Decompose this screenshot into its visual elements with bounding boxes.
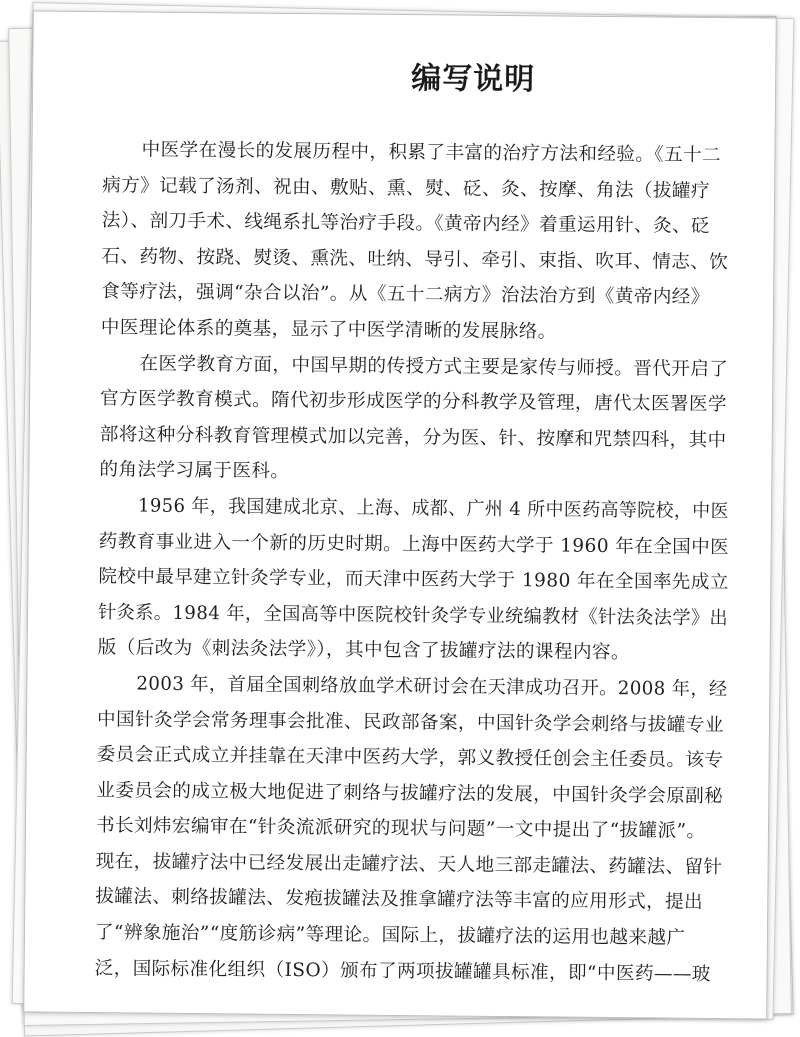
text-line: 中国针灸学会常务理事会批准、民政部备案，中国针灸学会刺络与拔罐专业	[96, 708, 724, 736]
page-title: 编写说明	[411, 61, 536, 98]
text-line: 药教育事业进入一个新的历史时期。上海中医药大学于 1960 年在全国中医	[98, 530, 730, 558]
text-line: 针灸系。1984 年，全国高等中医院校针灸学专业统编教材《针法灸法学》出	[97, 601, 729, 629]
text-line: 业委员会的成立极大地促进了刺络与拔罐疗法的发展，中国针灸学会原副秘	[96, 779, 724, 807]
text-line: 中医学在漫长的发展历程中，积累了丰富的治疗方法和经验。《五十二	[141, 139, 722, 167]
text-line: 了“辨象施治”“度筋诊病”等理论。国际上，拔罐疗法的运用也越来越广	[94, 922, 686, 949]
text-line: 1956 年，我国建成北京、上海、成都、广州 4 所中医药高等院校，中医	[138, 495, 730, 523]
body-text	[94, 132, 732, 992]
text-line: 病方》记载了汤剂、祝由、敷贴、熏、熨、砭、灸、按摩、角法（拔罐疗	[102, 174, 711, 202]
text-line: 食等疗法，强调“杂合以治”。从《五十二病方》治法治方到《黄帝内经》	[101, 281, 710, 309]
text-line: 版（后改为《刺法灸法学》），其中包含了拔罐疗法的课程内容。	[97, 637, 631, 664]
text-line: 中医理论体系的奠基，显示了中医学清晰的发展脉络。	[100, 317, 557, 343]
text-line: 2003 年，首届全国刺络放血学术研讨会在天津成功召开。2008 年，经	[136, 673, 728, 701]
book-page	[23, 10, 777, 1019]
text-line: 部将这种分科教育管理模式加以完善，分为医、针、按摩和咒禁四科，其中	[99, 423, 727, 451]
text-line: 法）、剖刀手术、线绳系扎等治疗手段。《黄帝内经》着重运用针、灸、砭	[101, 210, 711, 238]
text-line: 的角法学习属于医科。	[99, 459, 290, 483]
text-line: 书长刘炜宏编审在“针灸流派研究的现状与问题”一文中提出了“拔罐派”。	[95, 815, 706, 843]
text-line: 官方医学教育模式。隋代初步形成医学的分科教学及管理，唐代太医署医学	[100, 388, 727, 416]
text-line: 现在，拔罐疗法中已经发展出走罐疗法、天人地三部走罐法、药罐法、留针	[95, 850, 723, 878]
text-line: 石、药物、按跷、熨烫、熏洗、吐纳、导引、牵引、束指、吹耳、情志、饮	[101, 245, 729, 273]
text-line: 在医学教育方面，中国早期的传授方式主要是家传与师授。晋代开启了	[139, 353, 729, 380]
text-line: 委员会正式成立并挂靠在天津中医药大学，郭义教授任创会主任委员。该专	[96, 744, 724, 772]
text-line: 院校中最早建立针灸学专业，而天津中医药大学于 1980 年在全国率先成立	[98, 566, 729, 594]
text-line: 拔罐法、刺络拔罐法、发疱拔罐法及推拿罐疗法等丰富的应用形式，提出	[95, 886, 704, 914]
text-line: 泛，国际标准化组织（ISO）颁布了两项拔罐罐具标准，即“中医药——玻	[94, 957, 711, 985]
